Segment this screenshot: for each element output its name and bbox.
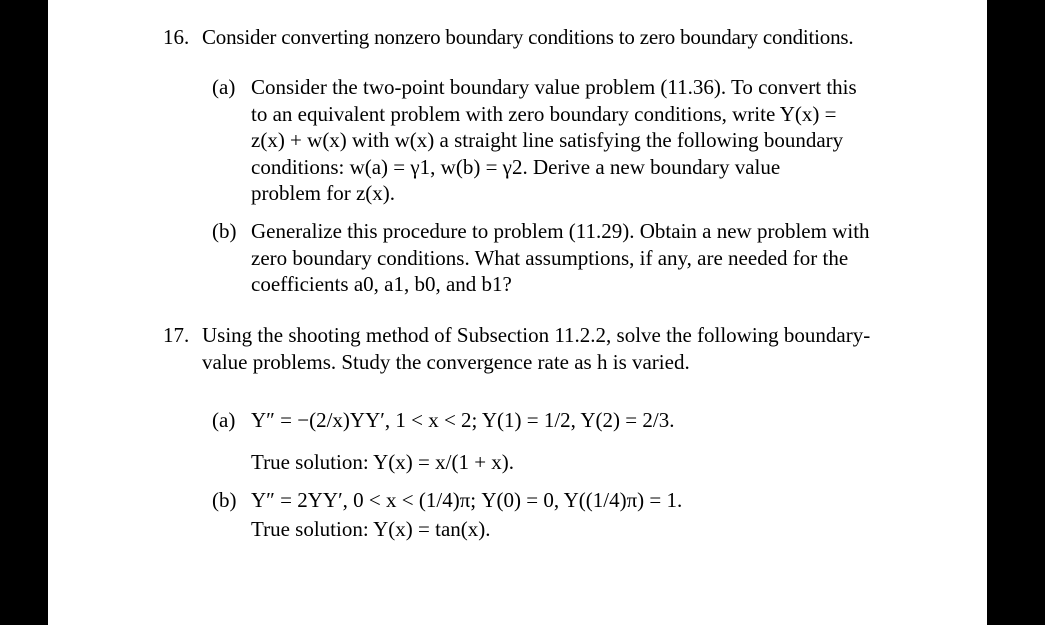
problem-16-number: 16. <box>163 25 190 49</box>
problem-16-heading: Consider converting nonzero boundary conditions to zero boundary conditions. <box>202 25 854 49</box>
problem-16a-line-5: problem for z(x). <box>251 181 396 205</box>
problem-17-number: 17. <box>163 323 190 347</box>
problem-17b-label: (b) <box>212 488 237 512</box>
problem-16b-line-3: coefficients a0, a1, b0, and b1? <box>251 272 512 296</box>
problem-16a-line-2: to an equivalent problem with zero boundary conditions, write Y(x) = <box>251 101 837 126</box>
problem-17a-label: (a) <box>212 408 236 432</box>
problem-16b-line-2: zero boundary conditions. What assumptions, if any, are needed for the <box>251 245 849 270</box>
problem-17-line-1: Using the shooting method of Subsection 11.2.2, solve the following boundary- <box>202 323 871 347</box>
textbook-page <box>48 0 987 625</box>
problem-17b-solution: True solution: Y(x) = tan(x). <box>251 517 491 541</box>
problem-16b-label: (b) <box>212 219 237 243</box>
problem-17-line-2: value problems. Study the convergence rate as h is varied. <box>202 349 690 374</box>
problem-16a-line-4: conditions: w(a) = γ1, w(b) = γ2. Derive a new boundary value <box>251 154 781 179</box>
problem-17b-equation: Y″ = 2YY′, 0 < x < (1/4)π; Y(0) = 0, Y((1/4)π) = 1. <box>251 488 683 512</box>
problem-17a-equation: Y″ = −(2/x)YY′, 1 < x < 2; Y(1) = 1/2, Y(2) = 2/3. <box>251 408 675 432</box>
problem-16a-line-1: Consider the two-point boundary value problem (11.36). To convert this <box>251 75 857 99</box>
problem-16a-line-3: z(x) + w(x) with w(x) a straight line satisfying the following boundary <box>251 128 844 152</box>
problem-16b-line-1: Generalize this procedure to problem (11.29). Obtain a new problem with <box>251 219 870 243</box>
problem-17a-solution: True solution: Y(x) = x/(1 + x). <box>251 450 515 474</box>
problem-16a-label: (a) <box>212 75 236 99</box>
